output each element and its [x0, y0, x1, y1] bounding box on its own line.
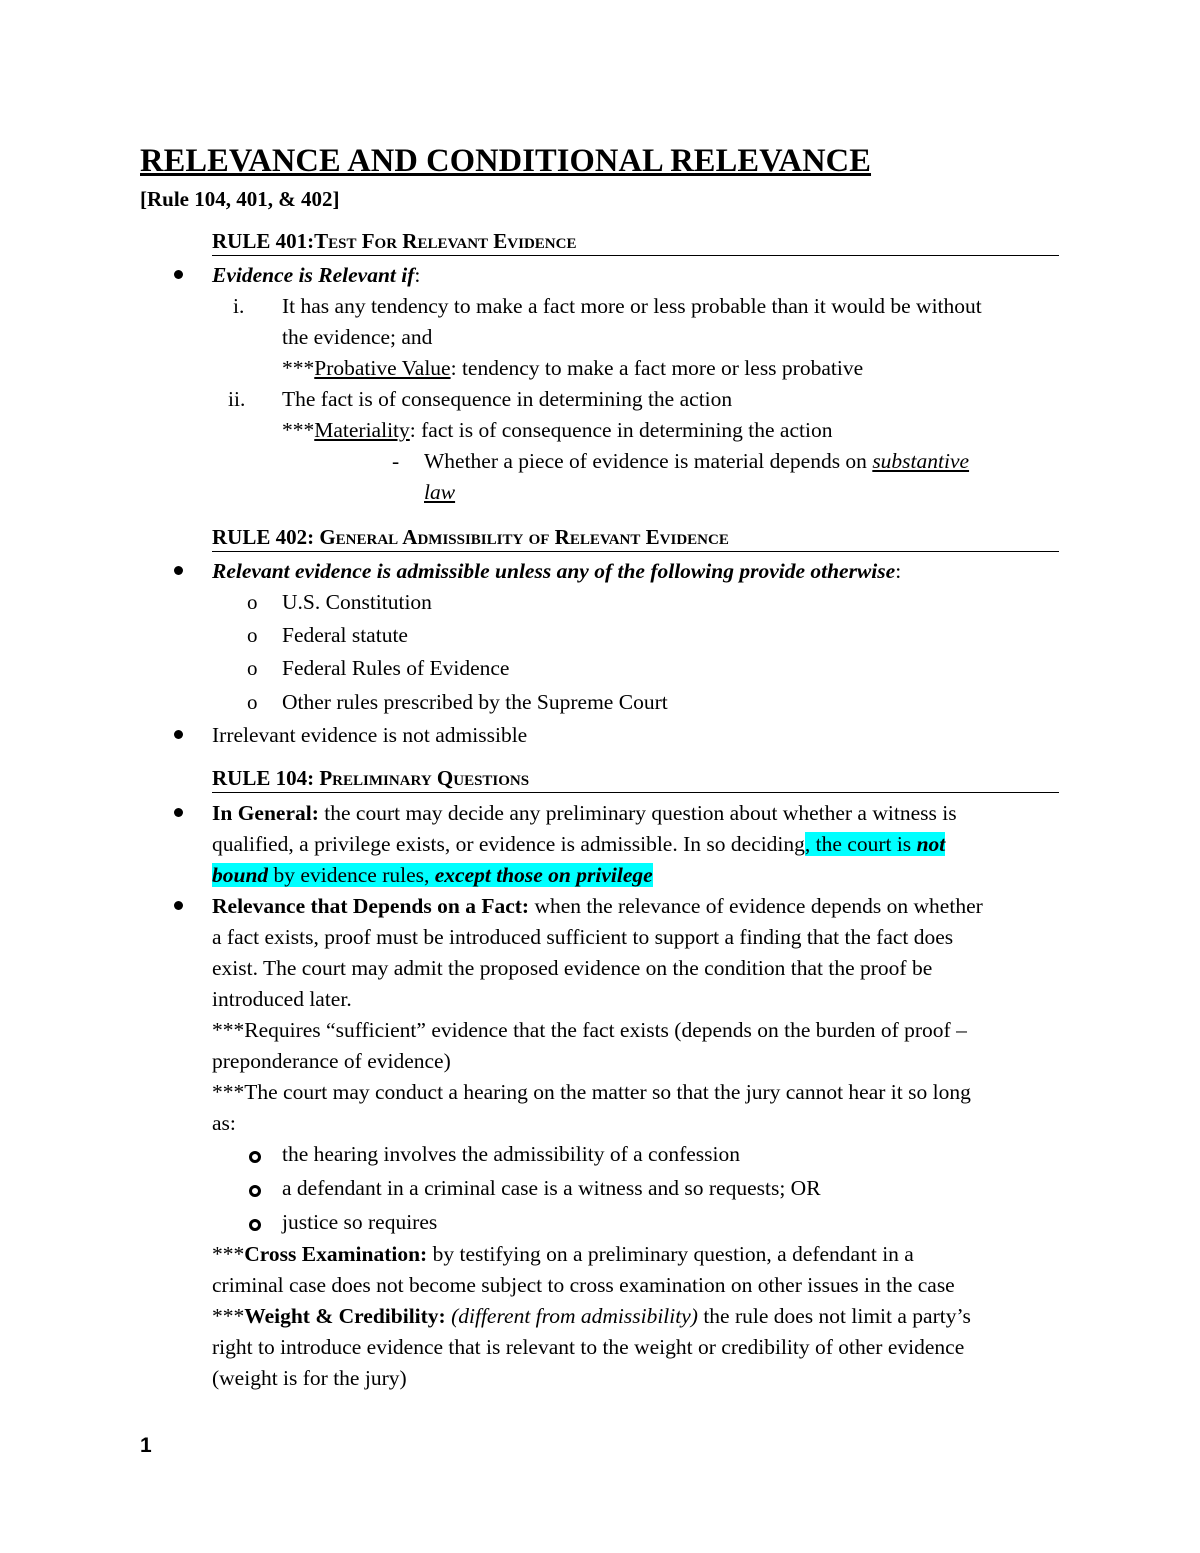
hollow-bullet-icon [249, 1185, 261, 1197]
in-general-line2 [212, 832, 945, 856]
hearing-line1: ***The court may conduct a hearing on the matter so that the jury cannot hear it so long [212, 1080, 971, 1104]
fact-line3: exist. The court may admit the proposed evidence on the condition that the proof be [212, 956, 933, 980]
rule-401-item-i-line1: It has any tendency to make a fact more or less probable than it would be without [282, 294, 982, 318]
materiality-definition: : fact is of consequence in determining the action [409, 418, 833, 442]
probative-value-definition: : tendency to make a fact more or less probative [450, 356, 864, 380]
rule-104-heading-number: RULE 104: [212, 766, 315, 790]
bullet-icon [174, 808, 183, 817]
fact-line2: a fact exists, proof must be introduced sufficient to support a finding that the fact does [212, 925, 954, 949]
bullet-icon [174, 270, 183, 279]
hollow-bullet-icon: o [247, 590, 258, 614]
rule-402-heading-number: RULE 402: [212, 525, 315, 549]
rule-402-sub-item: U.S. Constitution [282, 590, 432, 614]
hearing-item: the hearing involves the admissibility of a confession [282, 1142, 740, 1166]
rule-104-heading-title: Preliminary Questions [319, 766, 530, 790]
weight-line1 [212, 1304, 971, 1328]
bullet-icon [174, 730, 183, 739]
hollow-bullet-icon [249, 1151, 261, 1163]
materiality-note [282, 418, 832, 442]
list-marker-ii: ii. [228, 387, 246, 411]
weight-line2: right to introduce evidence that is relevant to the weight or credibility of other evidence [212, 1335, 965, 1359]
rule-402-heading-title: General Admissibility of Relevant Evidence [319, 525, 729, 549]
requires-line1: ***Requires “sufficient” evidence that the fact exists (depends on the burden of proof – [212, 1018, 967, 1042]
page-number: 1 [140, 1434, 152, 1457]
rule-401-item-i-line2: the evidence; and [282, 325, 433, 349]
probative-value-note [282, 356, 863, 380]
rule-401-heading-title: Test For Relevant Evidence [314, 229, 577, 253]
weight-italic-note: (different from admissibility) [451, 1304, 698, 1328]
note-prefix: *** [282, 356, 315, 380]
fact-label: Relevance that Depends on a Fact: [212, 894, 530, 918]
hollow-bullet-icon [249, 1219, 261, 1231]
fact-line1 [212, 894, 983, 918]
hearing-item: justice so requires [282, 1210, 438, 1234]
rule-402-heading [212, 525, 1059, 552]
cross-exam-line1 [212, 1242, 914, 1266]
fact-line4: introduced later. [212, 987, 352, 1011]
bullet-icon [174, 901, 183, 910]
hearing-line2: as: [212, 1111, 236, 1135]
weight-label: Weight & Credibility: [244, 1304, 446, 1328]
weight-line3: (weight is for the jury) [212, 1366, 407, 1390]
weight-text: the rule does not limit a party’s [697, 1304, 971, 1328]
note-prefix: *** [282, 418, 315, 442]
note-prefix: *** [212, 1304, 245, 1328]
probative-value-term: Probative Value [314, 356, 451, 380]
rule-401-heading-number: RULE 401: [212, 229, 315, 253]
dash-marker: - [392, 449, 400, 473]
rule-104-heading [212, 766, 1059, 793]
highlighted-except-privilege: except those on privilege [434, 863, 653, 887]
law-term: law [424, 480, 456, 504]
highlighted-bound: bound [212, 863, 269, 887]
requires-line2: preponderance of evidence) [212, 1049, 451, 1073]
rule-401-item-ii-line1: The fact is of consequence in determining the action [282, 387, 733, 411]
in-general-line2-text: qualified, a privilege exists, or evidence is admissible. In so deciding [212, 832, 805, 856]
document-subtitle: [Rule 104, 401, & 402] [140, 187, 340, 211]
materiality-term: Materiality [314, 418, 410, 442]
rule-402-sub-item: Federal statute [282, 623, 408, 647]
rule-401-bullet-1: Evidence is Relevant if: [212, 263, 421, 287]
hollow-bullet-icon: o [247, 690, 258, 714]
in-general-line1 [212, 801, 957, 825]
rule-401-heading [212, 229, 1059, 256]
rule-402-bullet-1-text: Relevant evidence is admissible unless any of the following provide otherwise [212, 559, 896, 583]
in-general-line3 [212, 863, 653, 887]
rule-402-bullet-1: Relevant evidence is admissible unless any of the following provide otherwise: [212, 559, 902, 583]
materiality-dash-line1 [424, 449, 969, 473]
hearing-item: a defendant in a criminal case is a witness and so requests; OR [282, 1176, 821, 1200]
bullet-icon [174, 566, 183, 575]
rule-402-bullet-2: Irrelevant evidence is not admissible [212, 723, 528, 747]
highlighted-text: , the court is [804, 832, 917, 856]
materiality-dash-line2 [424, 480, 455, 504]
hollow-bullet-icon: o [247, 656, 258, 680]
dash-line1-text: Whether a piece of evidence is material depends on [424, 449, 873, 473]
cross-exam-label: Cross Examination: [244, 1242, 428, 1266]
rule-402-sub-item: Federal Rules of Evidence [282, 656, 510, 680]
highlighted-not: not [916, 832, 946, 856]
in-general-text: the court may decide any preliminary question about whether a witness is [318, 801, 957, 825]
note-prefix: *** [212, 1242, 245, 1266]
list-marker-i: i. [233, 294, 245, 318]
hollow-bullet-icon: o [247, 623, 258, 647]
highlighted-text: by evidence rules, [268, 863, 435, 887]
rule-401-bullet-1-text: Evidence is Relevant if [212, 263, 415, 287]
cross-exam-text: by testifying on a preliminary question, a defendant in a [427, 1242, 914, 1266]
rule-402-sub-item: Other rules prescribed by the Supreme Court [282, 690, 668, 714]
fact-text: when the relevance of evidence depends on whether [529, 894, 983, 918]
in-general-label: In General: [212, 801, 319, 825]
document-title: RELEVANCE AND CONDITIONAL RELEVANCE [140, 143, 872, 179]
cross-exam-line2: criminal case does not become subject to cross examination on other issues in the case [212, 1273, 955, 1297]
substantive-term: substantive [872, 449, 970, 473]
